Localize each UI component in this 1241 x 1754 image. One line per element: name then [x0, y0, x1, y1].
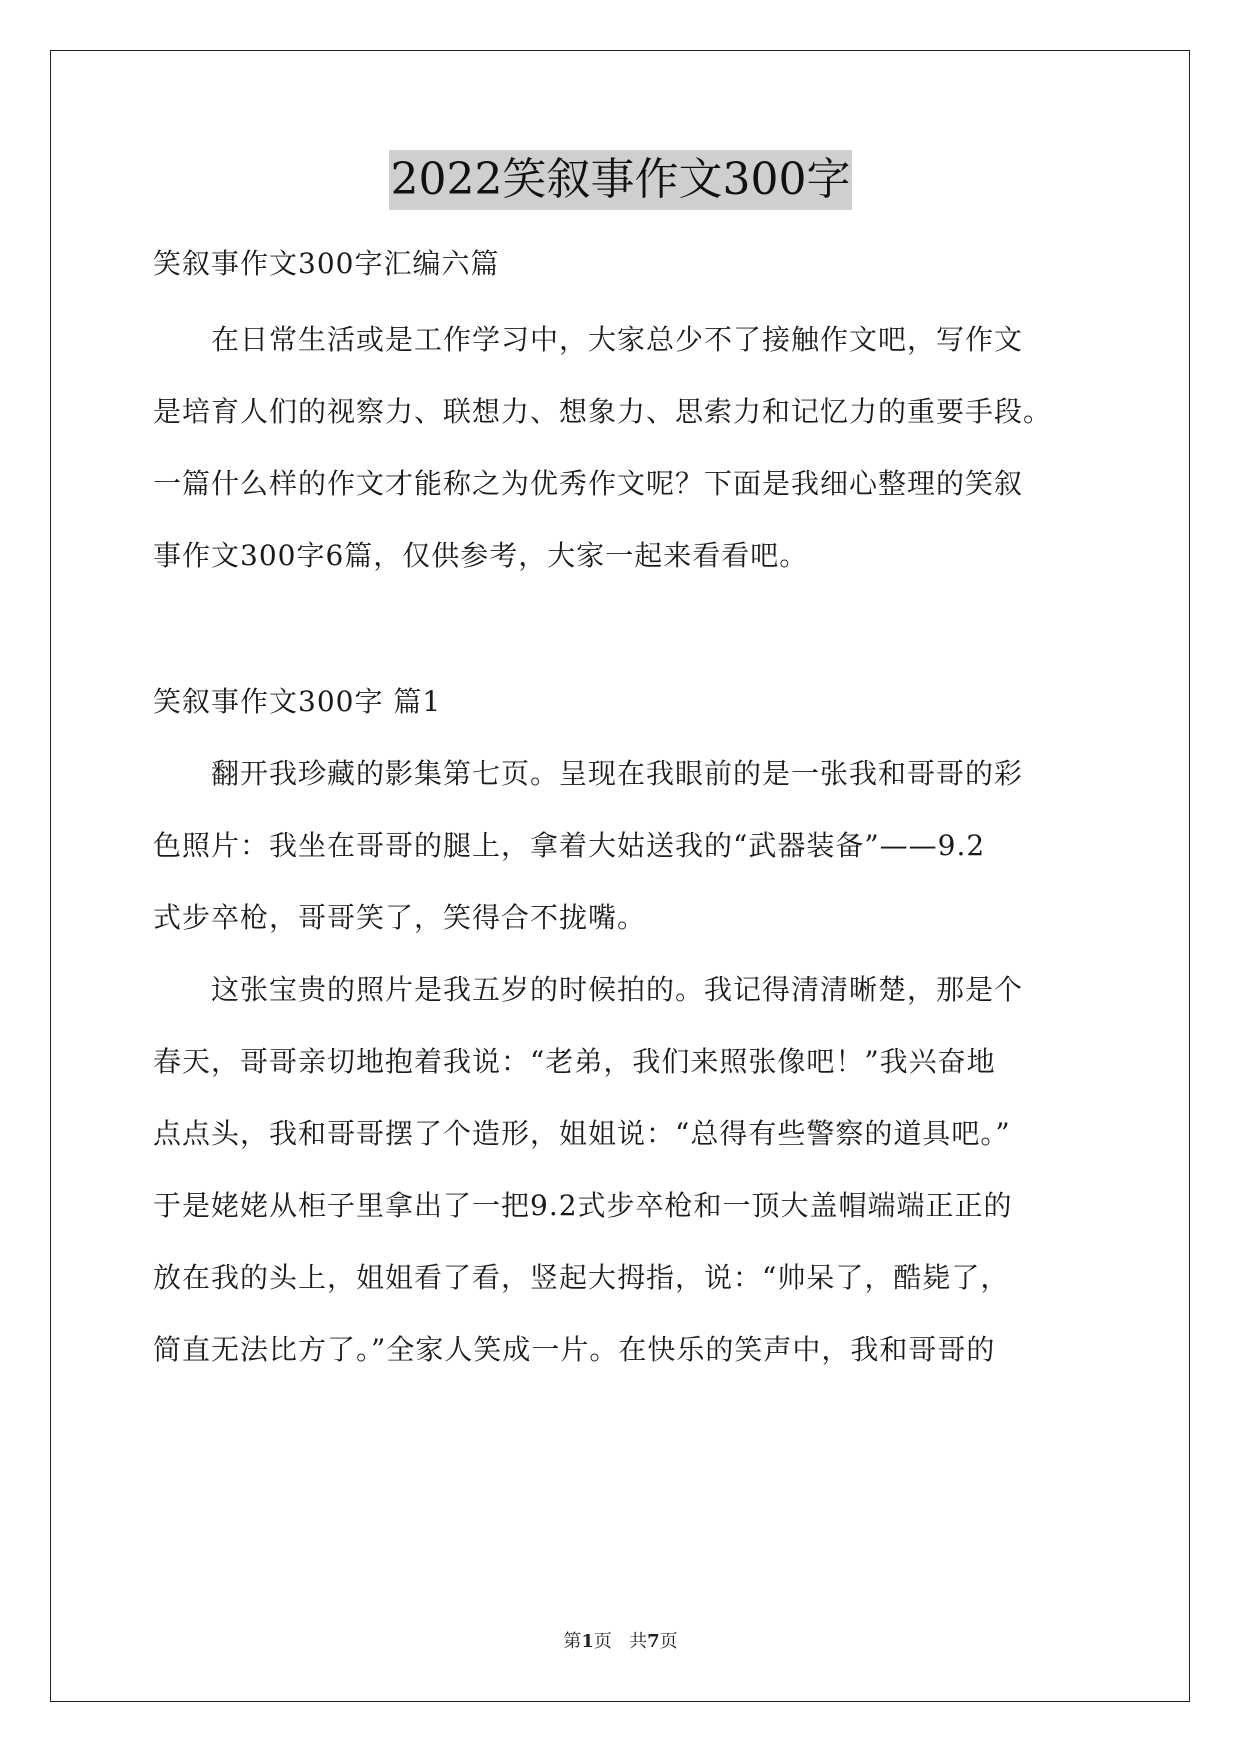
- document-subtitle: 笑叙事作文300字汇编六篇: [153, 247, 500, 280]
- intro-line: 在日常生活或是工作学习中，大家总少不了接触作文吧，写作文: [153, 323, 1024, 356]
- total-pages: 7: [647, 1631, 660, 1652]
- page-prefix: 第: [563, 1631, 582, 1652]
- section-heading: 笑叙事作文300字 篇1: [153, 685, 442, 718]
- intro-line: 一篇什么样的作文才能称之为优秀作文呢？下面是我细心整理的笑叙: [153, 467, 1024, 500]
- paragraph-line: 简直无法比方了。”全家人笑成一片。在快乐的笑声中，我和哥哥的: [153, 1333, 996, 1366]
- page-footer: [0, 1627, 1241, 1653]
- intro-line: 是培育人们的视察力、联想力、想象力、思索力和记忆力的重要手段。: [153, 395, 1053, 428]
- page-border: [50, 50, 1190, 1702]
- paragraph-line: 放在我的头上，姐姐看了看，竖起大拇指，说：“帅呆了，酷毙了，: [153, 1261, 1010, 1294]
- paragraph-line: 点点头，我和哥哥摆了个造形，姐姐说：“总得有些警察的道具吧。”: [153, 1117, 1011, 1150]
- page-suffix: 页: [593, 1631, 612, 1652]
- total-suffix: 页: [659, 1631, 678, 1652]
- document-title: 2022笑叙事作文300字: [389, 150, 853, 210]
- paragraph-line: 这张宝贵的照片是我五岁的时候拍的。我记得清清晰楚，那是个: [153, 973, 1024, 1006]
- total-prefix: 共: [629, 1631, 648, 1652]
- intro-line: 事作文300字6篇，仅供参考，大家一起来看看吧。: [153, 539, 809, 572]
- paragraph-line: 于是姥姥从柜子里拿出了一把9.2式步卒枪和一顶大盖帽端端正正的: [153, 1189, 1013, 1222]
- paragraph-line: 色照片：我坐在哥哥的腿上，拿着大姑送我的“武器装备”——9.2: [153, 829, 986, 862]
- title-container: [0, 150, 1241, 210]
- paragraph-line: 春天，哥哥亲切地抱着我说：“老弟，我们来照张像吧！”我兴奋地: [153, 1045, 996, 1078]
- paragraph-line: 式步卒枪，哥哥笑了，笑得合不拢嘴。: [153, 901, 647, 934]
- page-number: 1: [581, 1631, 594, 1652]
- paragraph-line: 翻开我珍藏的影集第七页。呈现在我眼前的是一张我和哥哥的彩: [153, 757, 1024, 790]
